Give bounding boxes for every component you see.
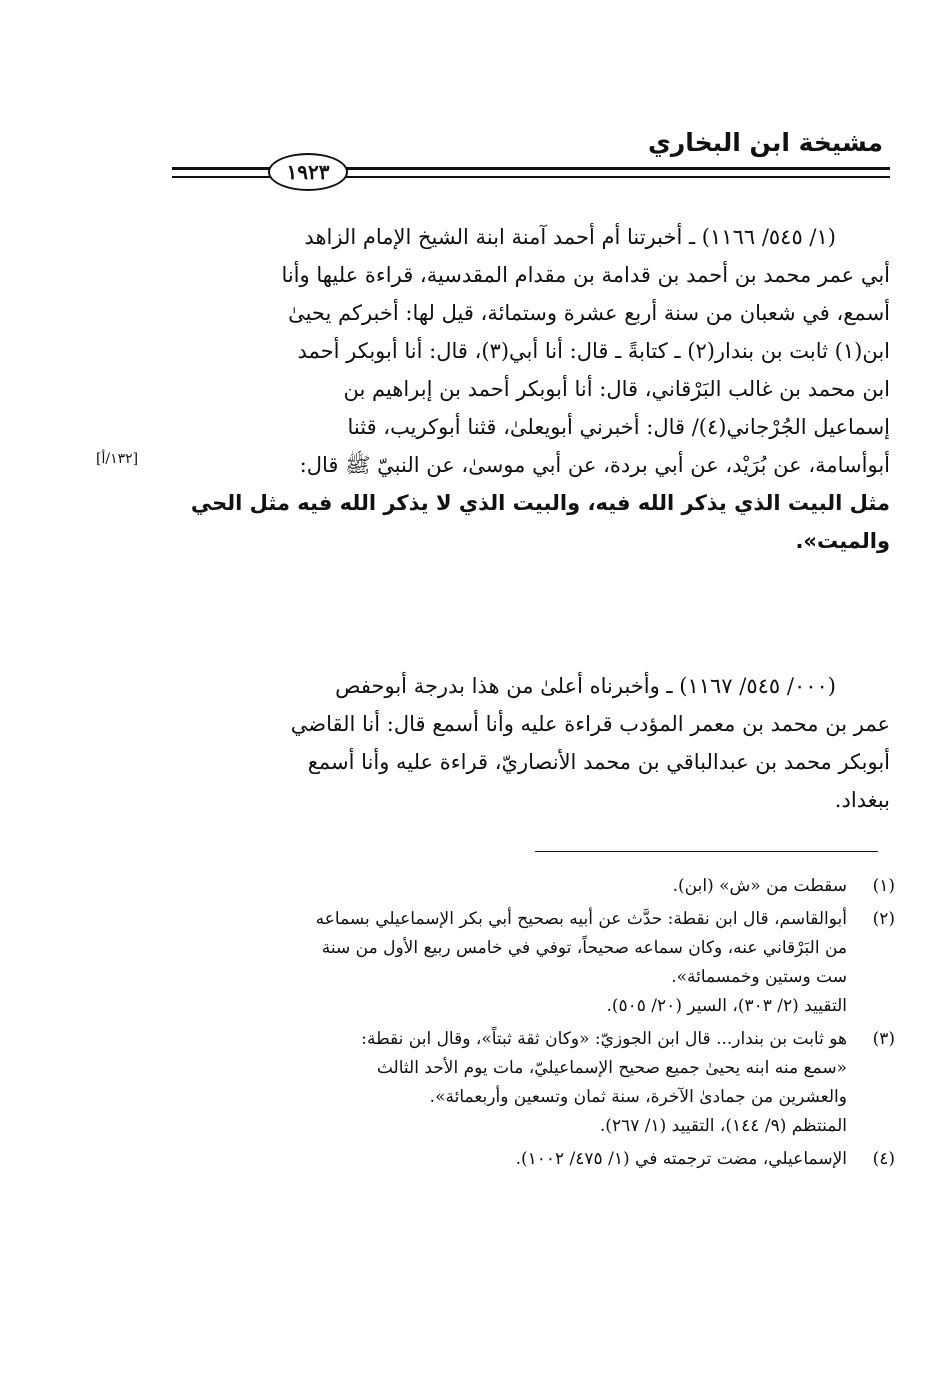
entry1-line-5: ابن محمد بن غالب البَرْقاني، قال: أنا أبوبكر أحمد بن إبراهيم بن <box>343 377 890 401</box>
footnote-line: هو ثابت بن بندار... قال ابن الجوزيّ: «وكان ثقة ثبتاً»، وقال ابن نقطة: <box>361 1029 847 1049</box>
footnote-line: ست وستين وخمسمائة». <box>671 967 847 987</box>
footnote-line: التقييد (٢/ ٣٠٣)، السير (٢٠/ ٥٠٥). <box>606 996 847 1016</box>
hadith-entry-1166 <box>168 218 890 560</box>
footnote-4 <box>168 1145 895 1174</box>
entry1-line-3: أسمع، في شعبان من سنة أربع عشرة وستمائة، قيل لها: أخبركم يحيىٰ <box>288 301 890 325</box>
footnote-1 <box>168 872 895 901</box>
footnote-line: الإسماعيلي، مضت ترجمته في (١/ ٤٧٥/ ١٠٠٢). <box>515 1149 847 1169</box>
footnote-line: سقطت من «ش» (ابن). <box>672 876 847 896</box>
entry1-line-9: والميت». <box>795 529 890 553</box>
entry1-line-7: أبوأسامة، عن بُرَيْد، عن أبي بردة، عن أبي موسىٰ، عن النبيّ ﷺ قال: <box>299 453 890 477</box>
entry2-line-3: أبوبكر محمد بن عبدالباقي بن محمد الأنصاريّ، قراءة عليه وأنا أسمع <box>307 750 890 774</box>
entry2-line-1: (٠٠٠/ ٥٤٥/ ١١٦٧) ـ وأخبرناه أعلىٰ من هذا بدرجة أبوحفص <box>335 674 836 698</box>
footnote-line: «سمع منه ابنه يحيىٰ جميع صحيح الإسماعيليّ، مات يوم الأحد الثالث <box>376 1058 847 1078</box>
page-number: ١٩٢٣ <box>268 153 348 191</box>
footnote-line: من البَرْقاني عنه، وكان سماعه صحيحاً، توفي في خامس ربيع الأول من سنة <box>321 938 847 958</box>
footnote-line: أبوالقاسم، قال ابن نقطة: حدَّث عن أبيه بصحيح أبي بكر الإسماعيلي بسماعه <box>315 909 847 929</box>
footnote-number: (١) <box>872 876 895 896</box>
hadith-entry-1167 <box>168 667 890 819</box>
entry2-line-4: ببغداد. <box>834 788 890 812</box>
footnote-number: (٢) <box>872 909 895 929</box>
footnote-line: والعشرين من جمادىٰ الآخرة، سنة ثمان وتسعين وأربعمائة». <box>429 1087 847 1107</box>
footnotes <box>168 872 895 1178</box>
entry1-line-6: إسماعيل الجُرْجاني(٤)/ قال: أخبرني أبويعلىٰ، قثنا أبوكريب، قثنا <box>347 415 890 439</box>
entry1-line-1: (١/ ٥٤٥/ ١١٦٦) ـ أخبرتنا أم أحمد آمنة ابنة الشيخ الإمام الزاهد <box>304 225 836 249</box>
footnote-line: المنتظم (٩/ ١٤٤)، التقييد (١/ ٢٦٧). <box>599 1116 847 1136</box>
footnote-3 <box>168 1025 895 1141</box>
running-title: مشيخة ابن البخاري <box>647 128 883 157</box>
footnote-number: (٣) <box>872 1029 895 1049</box>
folio-margin-note: [١٣٢/أ] <box>96 451 139 467</box>
footnote-separator <box>535 851 878 852</box>
entry1-line-8: مثل البيت الذي يذكر الله فيه، والبيت الذي لا يذكر الله فيه مثل الحي <box>190 491 890 515</box>
entry1-line-2: أبي عمر محمد بن أحمد بن قدامة بن مقدام المقدسية، قراءة عليها وأنا <box>281 263 890 287</box>
footnote-2 <box>168 905 895 1021</box>
entry2-line-2: عمر بن محمد بن معمر المؤدب قراءة عليه وأنا أسمع قال: أنا القاضي <box>290 712 890 736</box>
footnote-number: (٤) <box>872 1149 895 1169</box>
entry1-line-4: ابن(١) ثابت بن بندار(٢) ـ كتابةً ـ قال: أنا أبي(٣)، قال: أنا أبوبكر أحمد <box>297 339 890 363</box>
